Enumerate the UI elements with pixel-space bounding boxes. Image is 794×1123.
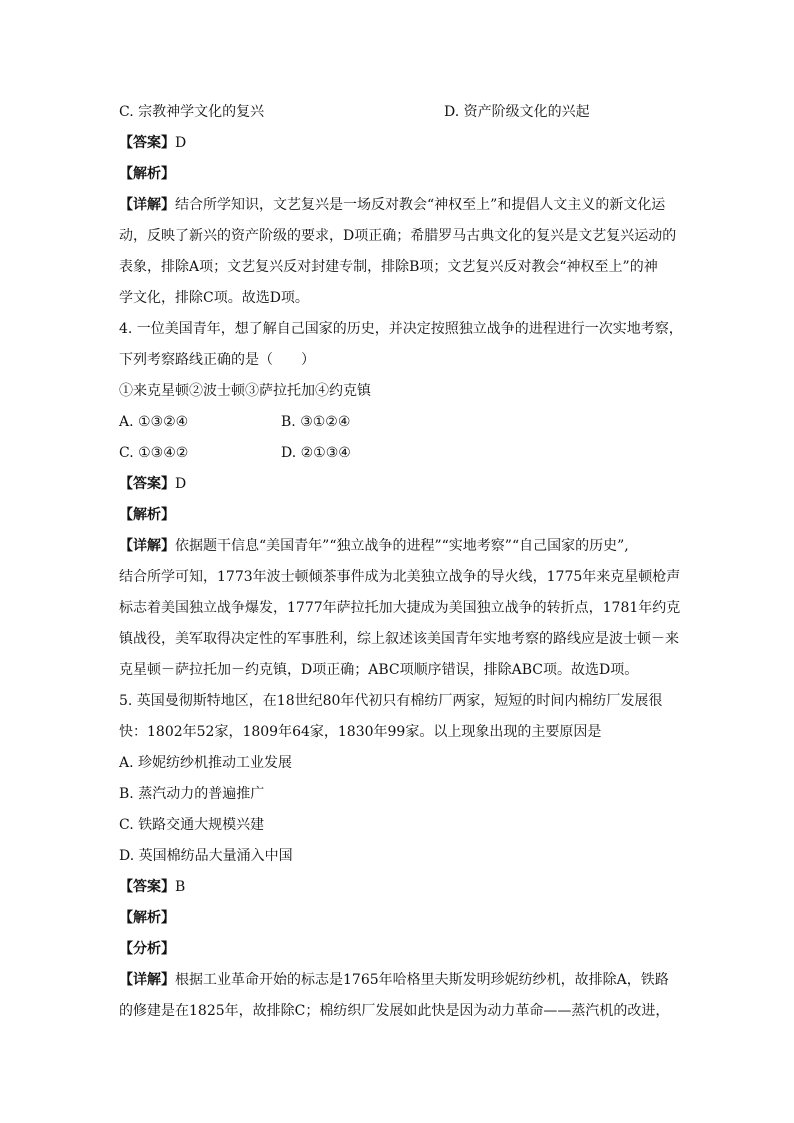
q4-options-row: [119, 407, 679, 438]
q5-analysis-heading: [119, 903, 679, 934]
detail-tag: 【详解】: [119, 972, 175, 988]
q4-answer: [119, 469, 679, 500]
q3-detail-line: 学文化，排除C项。故选D项。: [119, 290, 309, 306]
detail-tag: 【详解】: [119, 538, 175, 554]
answer-tag: 【答案】: [119, 476, 175, 492]
q4-detail-line: 镇战役，美军取得决定性的军事胜利，综上叙述该美国青年实地考察的路线应是波士顿－来: [119, 631, 679, 647]
q3-detail-line: 表象，排除A项；文艺复兴反对封建专制，排除B项；文艺复兴反对教会“神权至上”的神: [119, 259, 658, 275]
q5-option-b: B. 蒸汽动力的普遍推广: [119, 786, 265, 802]
analysis-tag: 【解析】: [119, 507, 175, 523]
answer-value: D: [175, 476, 187, 492]
q4-option-c: C. ①③④②: [119, 445, 189, 461]
answer-value: D: [175, 135, 187, 151]
q4-items: ①来克星顿②波士顿③萨拉托加④约克镇: [119, 383, 371, 399]
q5-option-a: A. 珍妮纺纱机推动工业发展: [119, 755, 293, 771]
q4-stem: 4. 一位美国青年，想了解自己国家的历史，并决定按照独立战争的进程进行一次实地考察，: [119, 321, 683, 337]
q4-analysis-heading: [119, 500, 679, 531]
page-content: [119, 97, 683, 1027]
q5-option-c: C. 铁路交通大规模兴建: [119, 817, 265, 833]
q5-fenxi-heading: [119, 934, 679, 965]
q4-options-row: [119, 438, 679, 469]
answer-tag: 【答案】: [119, 879, 175, 895]
q5-stem: 5. 英国曼彻斯特地区，在18世纪80年代初只有棉纺厂两家，短短的时间内棉纺厂发展很: [119, 693, 663, 709]
q5-detail-line: 的修建是在1825年，故排除C；棉纺织厂发展如此快是因为动力革命——蒸汽机的改进，: [119, 1003, 670, 1019]
q5-detail-line: 【详解】根据工业革命开始的标志是1765年哈格里夫斯发明珍妮纺纱机，故排除A，铁路: [119, 972, 669, 988]
q3-option-c: C. 宗教神学文化的复兴: [119, 104, 265, 120]
q3-option-d: D. 资产阶级文化的兴起: [444, 104, 590, 120]
q3-options-row: [119, 97, 679, 128]
analysis-tag: 【解析】: [119, 910, 175, 926]
q4-stem: 下列考察路线正确的是（ ）: [119, 352, 315, 368]
q3-detail-line: 动，反映了新兴的资产阶级的要求，D项正确；希腊罗马古典文化的复兴是文艺复兴运动的: [119, 228, 677, 244]
q4-option-b: B. ③①②④: [281, 414, 351, 430]
q4-option-d: D. ②①③④: [281, 445, 351, 461]
q3-answer: [119, 128, 679, 159]
q5-stem: 快：1802年52家，1809年64家，1830年99家。以上现象出现的主要原因是: [119, 724, 602, 740]
answer-tag: 【答案】: [119, 135, 175, 151]
q3-detail-line: 【详解】结合所学知识，文艺复兴是一场反对教会“神权至上”和提倡人文主义的新文化运: [119, 197, 666, 213]
q3-analysis-heading: [119, 159, 679, 190]
q4-detail-line: 标志着美国独立战争爆发，1777年萨拉托加大捷成为美国独立战争的转折点，1781年约克: [119, 600, 681, 616]
q4-detail-line: 克星顿－萨拉托加－约克镇，D项正确；ABC项顺序错误，排除ABC项。故选D项。: [119, 662, 639, 678]
fenxi-tag: 【分析】: [119, 941, 175, 957]
answer-value: B: [175, 879, 186, 895]
q4-detail-line: 【详解】依据题干信息“美国青年”“独立战争的进程”“实地考察”“自己国家的历史”,: [119, 538, 629, 554]
q5-answer: [119, 872, 679, 903]
analysis-tag: 【解析】: [119, 166, 175, 182]
q5-option-d: D. 英国棉纺品大量涌入中国: [119, 848, 293, 864]
q4-option-a: A. ①③②④: [119, 414, 189, 430]
detail-tag: 【详解】: [119, 197, 175, 213]
q4-detail-line: 结合所学可知，1773年波士顿倾茶事件成为北美独立战争的导火线，1775年来克星顿枪声: [119, 569, 681, 585]
